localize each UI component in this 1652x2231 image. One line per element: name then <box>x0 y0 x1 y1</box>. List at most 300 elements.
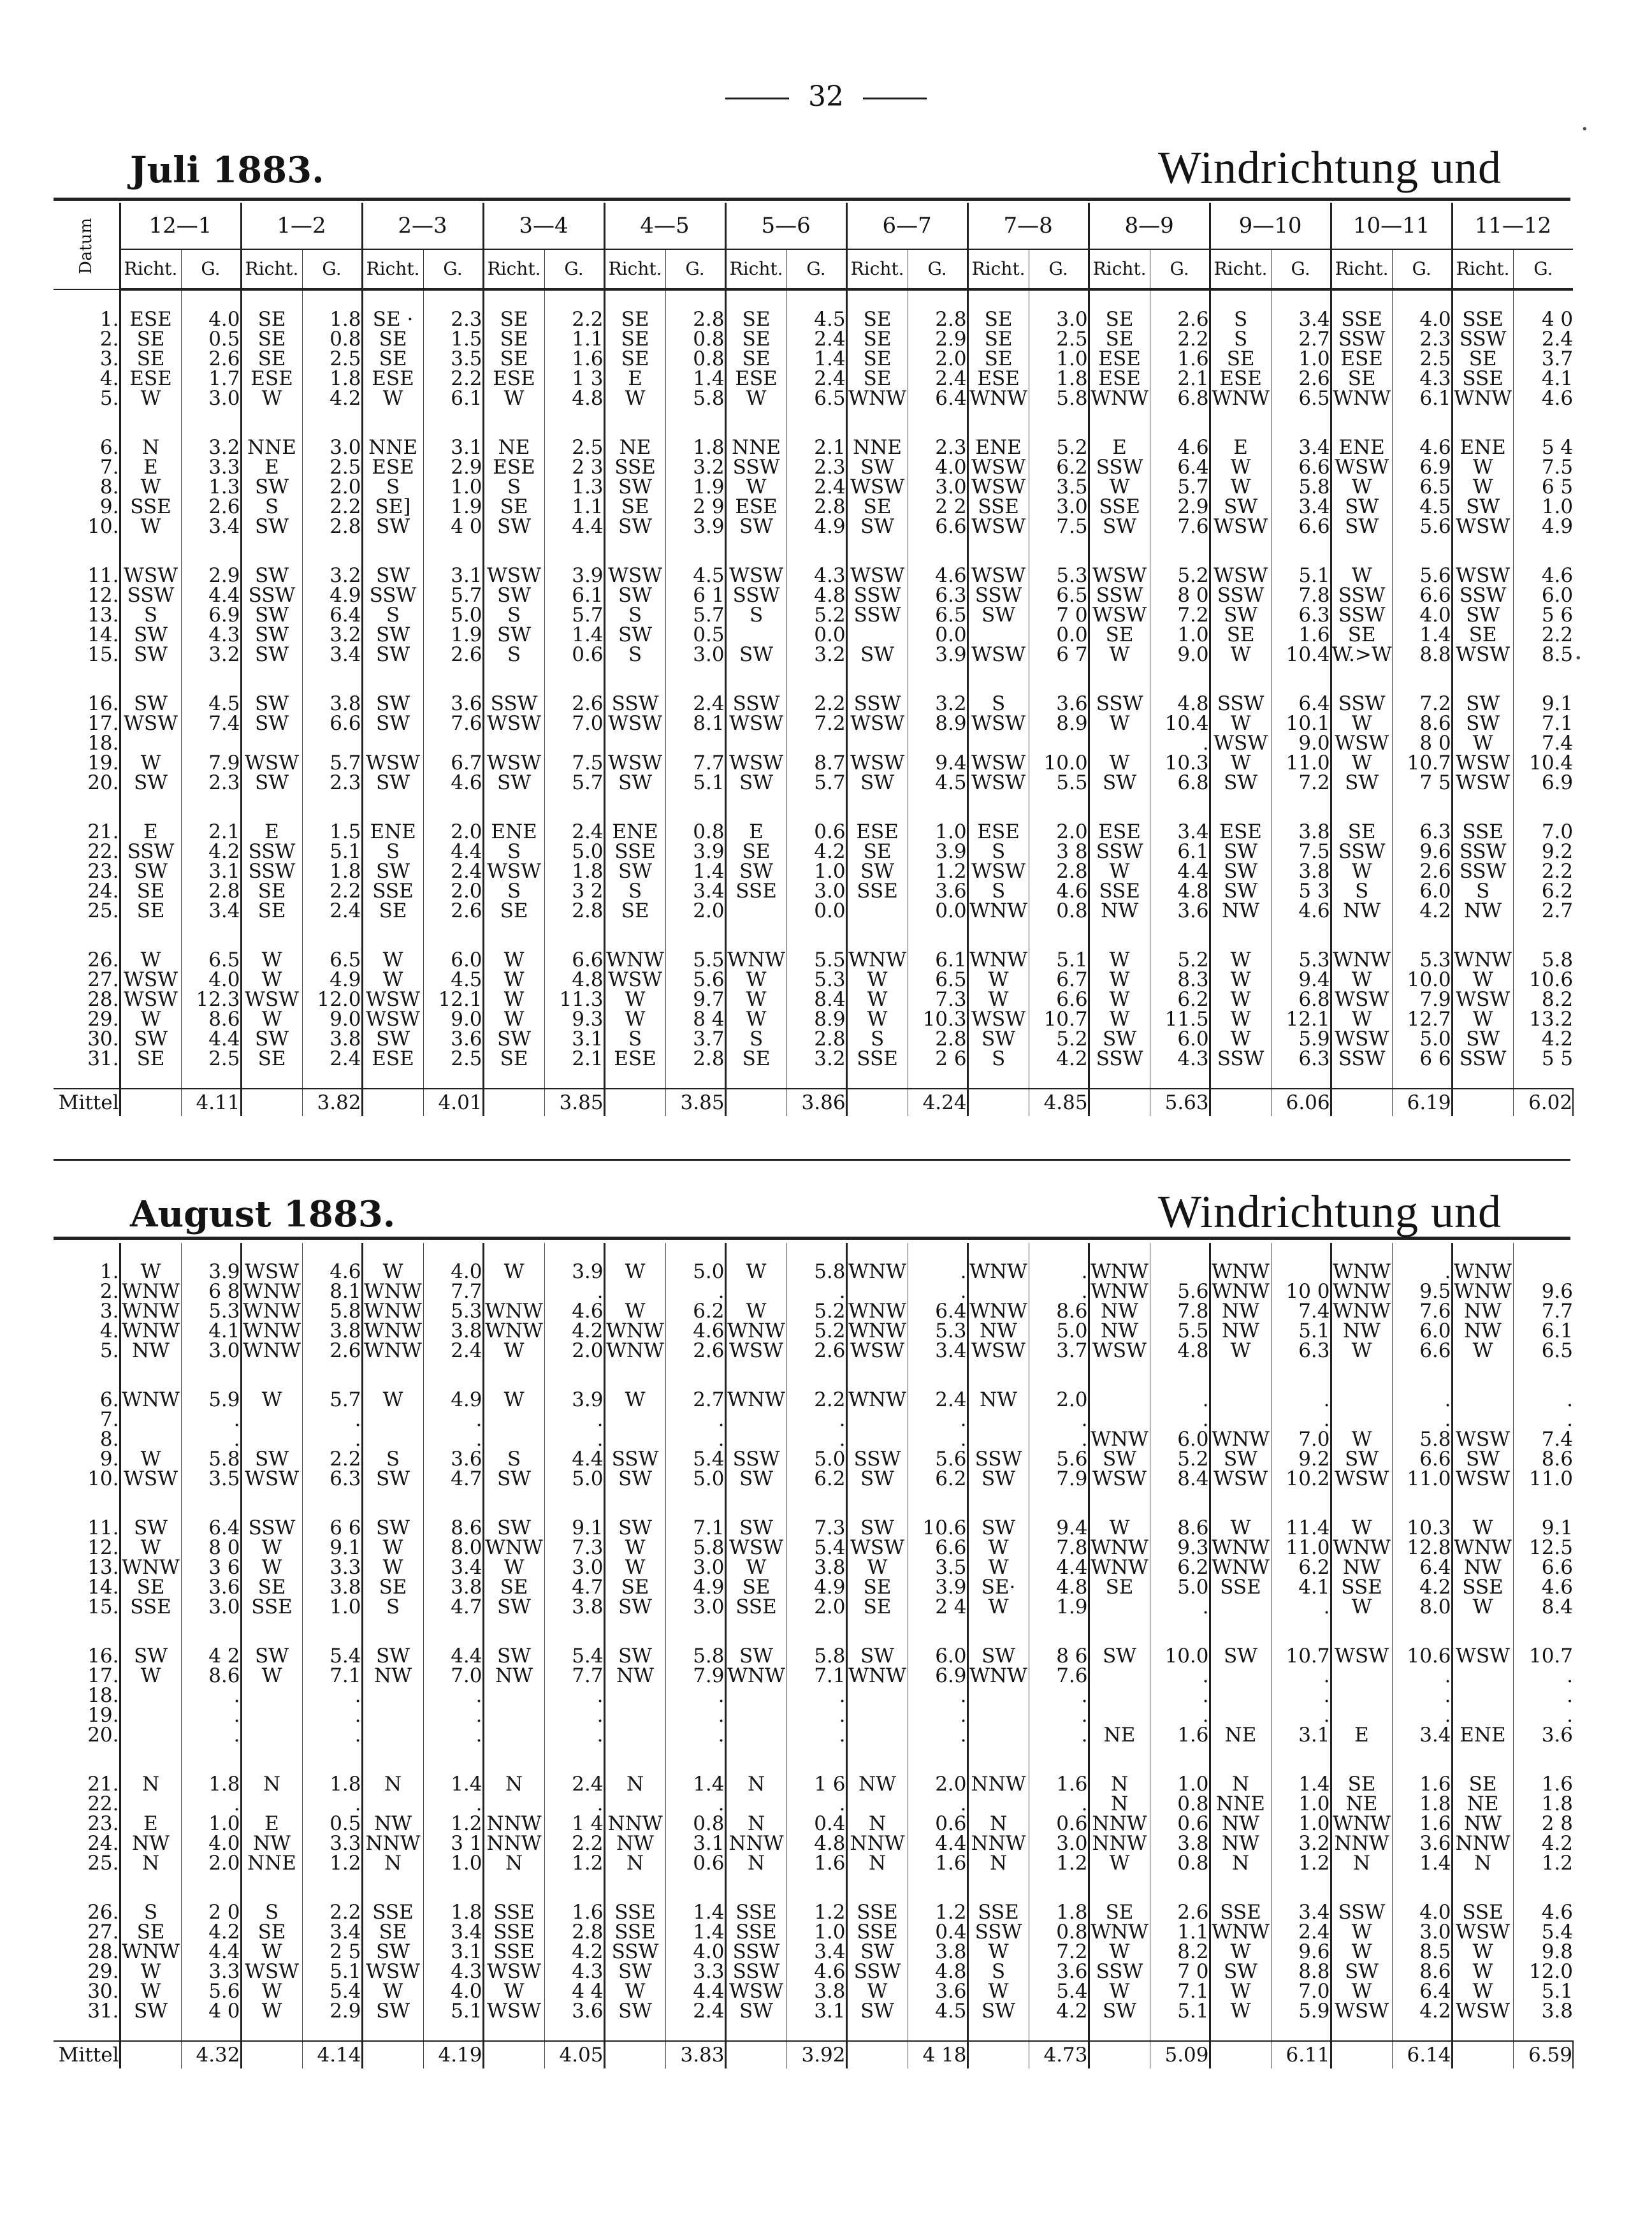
speed-cell: 6.9 <box>1513 773 1573 793</box>
direction-cell: W <box>1210 714 1271 734</box>
direction-cell: WSW <box>362 753 423 773</box>
table-row <box>54 1518 1573 1538</box>
spacer-cell <box>544 2021 604 2041</box>
direction-cell: W <box>483 1982 544 2002</box>
spacer-cell <box>1452 2021 1513 2041</box>
speed-cell: 3.8 <box>302 694 362 714</box>
spacer-cell <box>1392 1069 1452 1089</box>
table-row <box>54 1262 1573 1282</box>
speed-cell: 5.5 <box>1150 1321 1210 1341</box>
direction-cell: WNW <box>967 950 1029 970</box>
date-cell: 17. <box>87 712 119 735</box>
spacer-cell <box>1029 921 1089 950</box>
speed-cell: 1.0 <box>1150 1775 1210 1794</box>
speed-cell: 6.7 <box>1029 970 1089 990</box>
spacer-cell <box>1513 1617 1573 1646</box>
direction-cell: SSE <box>483 1922 544 1942</box>
speed-cell: 2.5 <box>1029 330 1089 349</box>
speed-cell: 1.0 <box>423 1854 483 1873</box>
spacer-cell <box>1210 289 1271 310</box>
speed-cell: 6.6 <box>1392 586 1452 606</box>
direction-cell: WNW <box>1089 1262 1150 1282</box>
direction-cell: W <box>1331 1341 1392 1361</box>
direction-cell: SW <box>483 1469 544 1489</box>
direction-cell: S <box>362 477 423 497</box>
spacer-cell <box>120 289 181 310</box>
direction-cell: WSW <box>967 1341 1029 1361</box>
mittel-value: 6.02 <box>1513 1089 1573 1116</box>
direction-cell: W <box>725 477 786 497</box>
direction-cell: SSE <box>120 1597 181 1617</box>
speed-cell: 3.6 <box>1029 694 1089 714</box>
speed-cell: 3.0 <box>181 1341 241 1361</box>
spacer-cell <box>665 289 725 310</box>
speed-cell: 4.6 <box>1513 566 1573 586</box>
direction-cell: SW <box>1452 1029 1513 1049</box>
speed-cell: 6.6 <box>1392 1450 1452 1469</box>
speed-cell: 5 4 <box>1513 438 1573 458</box>
speed-cell: 5 3 <box>1271 882 1331 901</box>
direction-cell <box>1331 1666 1392 1686</box>
direction-cell: W <box>1210 970 1271 990</box>
speed-cell: 2.6 <box>423 901 483 921</box>
direction-cell: W <box>1452 1962 1513 1982</box>
spacer-cell <box>786 289 846 310</box>
direction-cell <box>604 1686 665 1706</box>
spacer-cell <box>967 1617 1029 1646</box>
speed-cell: 3.5 <box>1029 477 1089 497</box>
speed-cell: 5.8 <box>1271 477 1331 497</box>
speed-cell: 5.4 <box>1029 1982 1089 2002</box>
direction-cell <box>1331 1706 1392 1726</box>
table-row <box>54 1666 1573 1686</box>
date-cell: 15. <box>87 643 119 666</box>
direction-cell: WSW <box>1089 1469 1150 1489</box>
speed-cell: 2.4 <box>423 1341 483 1361</box>
direction-cell: ENE <box>1331 438 1392 458</box>
direction-cell: SW <box>120 1646 181 1666</box>
direction-cell: ENE <box>483 822 544 842</box>
spacer-cell <box>120 1069 181 1089</box>
spacer-cell <box>544 1069 604 1089</box>
direction-cell: W <box>362 1982 423 2002</box>
speed-cell: 1.6 <box>1150 349 1210 369</box>
speed-cell: 7.5 <box>1029 517 1089 537</box>
direction-cell: SE <box>846 497 908 517</box>
direction-cell: SE <box>725 330 786 349</box>
speed-cell: 2.2 <box>786 694 846 714</box>
direction-cell: WNW <box>241 1321 302 1341</box>
direction-cell: W <box>604 1302 665 1321</box>
direction-cell: SSW <box>1331 842 1392 862</box>
spacer-cell <box>967 537 1029 566</box>
direction-cell <box>483 1706 544 1726</box>
speed-cell: 10.6 <box>1392 1646 1452 1666</box>
direction-cell: WNW <box>483 1302 544 1321</box>
direction-cell <box>725 1282 786 1302</box>
direction-cell: N <box>241 1775 302 1794</box>
speed-cell: 5.0 <box>1029 1321 1089 1341</box>
spacer-cell <box>362 1873 423 1903</box>
spacer-cell <box>1331 1489 1392 1518</box>
spacer-cell <box>120 921 181 950</box>
speed-cell: 4.4 <box>181 1029 241 1049</box>
speed-cell: 7.9 <box>1392 990 1452 1010</box>
speed-cell: 5.7 <box>302 753 362 773</box>
speed-cell: 3.4 <box>1271 310 1331 330</box>
direction-cell: SSW <box>120 842 181 862</box>
speed-cell: 4.8 <box>1029 1578 1089 1597</box>
direction-cell: SW <box>362 625 423 645</box>
direction-cell: S <box>483 842 544 862</box>
speed-cell: 4.2 <box>302 389 362 409</box>
direction-cell: W <box>362 1390 423 1410</box>
speed-cell: 3.8 <box>786 1558 846 1578</box>
spacer-cell <box>1271 921 1331 950</box>
july-month-label: Juli 1883. <box>130 149 324 191</box>
direction-cell: SSW <box>241 842 302 862</box>
direction-cell: SE <box>120 1922 181 1942</box>
direction-cell: WSW <box>1331 2002 1392 2021</box>
speed-cell: 5.1 <box>1150 2002 1210 2021</box>
direction-cell <box>241 1430 302 1450</box>
spacer-cell <box>1089 409 1150 438</box>
speed-cell: 12.3 <box>181 990 241 1010</box>
speed-cell <box>1271 1262 1331 1282</box>
direction-cell: SE <box>604 310 665 330</box>
speed-cell: 5.1 <box>302 1962 362 1982</box>
spacer-cell <box>1331 289 1392 310</box>
g-header: G. <box>544 249 604 289</box>
speed-cell: . <box>1392 1262 1452 1282</box>
date-cell: 21. <box>87 1773 119 1796</box>
direction-cell: N <box>1331 1854 1392 1873</box>
speed-cell: 7.9 <box>1029 1469 1089 1489</box>
mittel-direction-cell <box>1210 1089 1271 1116</box>
direction-cell: SW <box>846 517 908 537</box>
speed-cell: 5.4 <box>786 1538 846 1558</box>
speed-cell: 9.4 <box>1029 1518 1089 1538</box>
direction-cell: W <box>725 990 786 1010</box>
direction-cell: SW <box>362 1518 423 1538</box>
speed-cell: 10.0 <box>1392 970 1452 990</box>
spacer-cell <box>362 1745 423 1775</box>
mittel-value: 3.85 <box>544 1089 604 1116</box>
speed-cell: . <box>181 1794 241 1814</box>
direction-cell: ESE <box>120 310 181 330</box>
speed-cell: . <box>181 1430 241 1450</box>
july-section-title: Windrichtung und <box>1157 142 1502 193</box>
date-cell: 2. <box>99 328 119 351</box>
direction-cell: W <box>1089 1010 1150 1029</box>
direction-cell: WSW <box>846 1341 908 1361</box>
speed-cell: 2.8 <box>786 1029 846 1049</box>
spacer-row <box>54 793 1573 822</box>
direction-cell: SW <box>241 1029 302 1049</box>
direction-cell: W <box>241 950 302 970</box>
speed-cell: . <box>423 1410 483 1430</box>
spacer-cell <box>181 1361 241 1390</box>
direction-cell <box>241 1726 302 1745</box>
direction-cell: W <box>1089 862 1150 882</box>
date-cell: 3. <box>99 347 119 370</box>
date-cell: 2. <box>99 1280 119 1303</box>
direction-cell: W <box>1331 1922 1392 1942</box>
mittel-value: 4.11 <box>181 1089 241 1116</box>
spacer-cell <box>908 1361 967 1390</box>
speed-cell: 3.4 <box>302 1922 362 1942</box>
direction-cell: WSW <box>120 970 181 990</box>
table-row <box>54 566 1573 586</box>
direction-cell: NNW <box>725 1834 786 1854</box>
speed-cell: 1.6 <box>1392 1775 1452 1794</box>
direction-cell <box>241 1706 302 1726</box>
spacer-cell <box>54 1489 120 1518</box>
richt-header: Richt. <box>604 249 665 289</box>
speed-cell: . <box>786 1686 846 1706</box>
speed-cell: 6.0 <box>1513 586 1573 606</box>
direction-cell: NNW <box>362 1834 423 1854</box>
speed-cell: 2.1 <box>786 438 846 458</box>
speed-cell: 4.0 <box>181 310 241 330</box>
spacer-cell <box>54 921 120 950</box>
direction-cell: WNW <box>604 950 665 970</box>
spacer-cell <box>1452 537 1513 566</box>
speed-cell: . <box>665 1706 725 1726</box>
spacer-cell <box>1210 2021 1271 2041</box>
direction-cell: W <box>1452 1518 1513 1538</box>
speed-cell: 3.6 <box>1513 1726 1573 1745</box>
speed-cell: 3.0 <box>544 1558 604 1578</box>
speed-cell: 8.0 <box>423 1538 483 1558</box>
speed-cell: 2.4 <box>302 1049 362 1069</box>
spacer-cell <box>1392 1361 1452 1390</box>
speed-cell <box>423 734 483 753</box>
speed-cell: 7.2 <box>1150 606 1210 625</box>
direction-cell: SSW <box>1210 586 1271 606</box>
speed-cell: 2.2 <box>544 310 604 330</box>
speed-cell: 10.1 <box>1271 714 1331 734</box>
direction-cell: NW <box>1210 1814 1271 1834</box>
table-row <box>54 517 1573 537</box>
direction-cell <box>846 625 908 645</box>
speed-cell: 11.0 <box>1392 1469 1452 1489</box>
direction-cell: W <box>1210 1518 1271 1538</box>
speed-cell: 3.4 <box>181 901 241 921</box>
speed-cell: 4 0 <box>1513 310 1573 330</box>
speed-cell <box>302 734 362 753</box>
direction-cell: SW <box>120 862 181 882</box>
direction-cell <box>604 1282 665 1302</box>
direction-cell <box>1089 734 1150 753</box>
speed-cell: 5.2 <box>786 1321 846 1341</box>
spacer-cell <box>846 409 908 438</box>
speed-cell: 2.0 <box>544 1341 604 1361</box>
direction-cell: WSW <box>1452 773 1513 793</box>
speed-cell: . <box>1513 1686 1573 1706</box>
speed-cell: 2.0 <box>908 349 967 369</box>
direction-cell: WSW <box>120 1469 181 1489</box>
direction-cell: NNW <box>846 1834 908 1854</box>
direction-cell: S <box>967 842 1029 862</box>
table-row <box>54 1854 1573 1873</box>
direction-cell: SSE <box>1452 1578 1513 1597</box>
date-cell: 15. <box>87 1595 119 1618</box>
spacer-cell <box>54 1873 120 1903</box>
direction-cell: WSW <box>1452 1922 1513 1942</box>
speed-cell: 5.5 <box>665 950 725 970</box>
direction-cell: W <box>362 1558 423 1578</box>
spacer-row <box>54 1069 1573 1089</box>
speed-cell: 2.5 <box>302 458 362 477</box>
speed-cell: 6.5 <box>1513 1341 1573 1361</box>
spacer-cell <box>1150 1617 1210 1646</box>
table-row <box>54 990 1573 1010</box>
speed-cell: 7.6 <box>423 714 483 734</box>
speed-cell: 0.0 <box>786 625 846 645</box>
spacer-cell <box>1513 921 1573 950</box>
speed-cell: 12.5 <box>1513 1538 1573 1558</box>
direction-cell: SSW <box>120 586 181 606</box>
spacer-cell <box>725 1745 786 1775</box>
date-cell: 30. <box>87 1980 119 2003</box>
table-row <box>54 645 1573 665</box>
speed-cell: 6.2 <box>908 1469 967 1489</box>
date-cell: 24. <box>87 1832 119 1855</box>
spacer-cell <box>786 1489 846 1518</box>
date-cell: 14. <box>87 623 119 646</box>
spacer-cell <box>786 665 846 694</box>
direction-cell: SW <box>362 566 423 586</box>
spacer-cell <box>967 665 1029 694</box>
speed-cell: 4.5 <box>181 694 241 714</box>
spacer-cell <box>1150 1745 1210 1775</box>
spacer-cell <box>1331 1873 1392 1903</box>
mittel-value: 6.59 <box>1513 2041 1573 2068</box>
direction-cell: SSE <box>725 1922 786 1942</box>
speed-cell: 1.4 <box>786 349 846 369</box>
speed-cell: 3.6 <box>423 1450 483 1469</box>
speed-cell: 4.6 <box>1150 438 1210 458</box>
direction-cell: WNW <box>362 1341 423 1361</box>
speed-cell: 7.8 <box>1271 586 1331 606</box>
spacer-cell <box>1089 793 1150 822</box>
richt-header: Richt. <box>1210 249 1271 289</box>
speed-cell: 10.7 <box>1513 1646 1573 1666</box>
speed-cell: 7.1 <box>786 1666 846 1686</box>
direction-cell: SE <box>1452 625 1513 645</box>
speed-cell: 4.5 <box>665 566 725 586</box>
direction-cell: W <box>241 389 302 409</box>
speed-cell: 4.0 <box>1392 310 1452 330</box>
speed-cell: 0.8 <box>665 1814 725 1834</box>
hour-group-header: 4—5 <box>604 203 725 249</box>
speed-cell: 4.2 <box>786 842 846 862</box>
direction-cell: SW <box>846 862 908 882</box>
direction-cell: SW <box>846 1646 908 1666</box>
direction-cell: S <box>1452 882 1513 901</box>
direction-cell: SSE <box>1452 1903 1513 1922</box>
speed-cell: 13.2 <box>1513 1010 1573 1029</box>
direction-cell: ESE <box>725 497 786 517</box>
direction-cell: SSE <box>604 842 665 862</box>
speed-cell: 11.5 <box>1150 1010 1210 1029</box>
speed-cell: 10 0 <box>1271 1282 1331 1302</box>
spacer-cell <box>908 1243 967 1262</box>
spacer-cell <box>1089 1745 1150 1775</box>
table-row <box>54 882 1573 901</box>
direction-cell: WNW <box>967 389 1029 409</box>
spacer-cell <box>54 409 120 438</box>
speed-cell: 4 0 <box>181 2002 241 2021</box>
spacer-cell <box>604 409 665 438</box>
direction-cell: W <box>1210 950 1271 970</box>
direction-cell: W <box>1452 1597 1513 1617</box>
direction-cell: SW <box>362 862 423 882</box>
mittel-direction-cell <box>846 1089 908 1116</box>
table-row <box>54 1469 1573 1489</box>
speed-cell: 10.4 <box>1271 645 1331 665</box>
direction-cell: W <box>362 1538 423 1558</box>
speed-cell: . <box>544 1794 604 1814</box>
mittel-direction-cell <box>967 2041 1029 2068</box>
direction-cell: E <box>120 458 181 477</box>
direction-cell: W <box>725 389 786 409</box>
spacer-cell <box>1210 1617 1271 1646</box>
speed-cell: 4.6 <box>302 1262 362 1282</box>
direction-cell: WNW <box>1452 950 1513 970</box>
direction-cell: SW <box>967 1469 1029 1489</box>
july-bottom-rule <box>54 1159 1570 1161</box>
speed-cell: . <box>786 1706 846 1726</box>
speed-cell: 2 6 <box>908 1049 967 1069</box>
spacer-cell <box>604 1069 665 1089</box>
direction-cell: WNW <box>1331 389 1392 409</box>
speed-cell: 1.6 <box>1392 1814 1452 1834</box>
direction-cell: SE <box>846 842 908 862</box>
speed-cell: 2.6 <box>181 349 241 369</box>
speed-cell: 1 4 <box>544 1814 604 1834</box>
spacer-cell <box>544 1617 604 1646</box>
speed-cell: 12.0 <box>302 990 362 1010</box>
spacer-cell <box>544 409 604 438</box>
speed-cell: 3.7 <box>665 1029 725 1049</box>
hour-group-header: 10—11 <box>1331 203 1452 249</box>
direction-cell: SW <box>241 1646 302 1666</box>
speed-cell: 10.4 <box>1150 714 1210 734</box>
direction-cell: WNW <box>483 1538 544 1558</box>
direction-cell: WNW <box>120 1321 181 1341</box>
spacer-cell <box>181 793 241 822</box>
direction-cell <box>1452 1410 1513 1430</box>
speed-cell: 7.4 <box>1513 734 1573 753</box>
date-cell: 18. <box>87 732 119 755</box>
speed-cell: 7.3 <box>786 1518 846 1538</box>
speed-cell: 6.1 <box>423 389 483 409</box>
speed-cell: 2 0 <box>181 1903 241 1922</box>
speed-cell: 2.9 <box>423 458 483 477</box>
direction-cell: SSW <box>604 1942 665 1962</box>
direction-cell: SSW <box>604 1450 665 1469</box>
speed-cell: 4.8 <box>1150 1341 1210 1361</box>
speed-cell: 7.0 <box>1271 1982 1331 2002</box>
spacer-cell <box>483 1873 544 1903</box>
spacer-cell <box>1029 1243 1089 1262</box>
direction-cell: W <box>483 950 544 970</box>
direction-cell: SE <box>362 1922 423 1942</box>
spacer-cell <box>241 2021 302 2041</box>
speed-cell: 5.6 <box>1392 566 1452 586</box>
